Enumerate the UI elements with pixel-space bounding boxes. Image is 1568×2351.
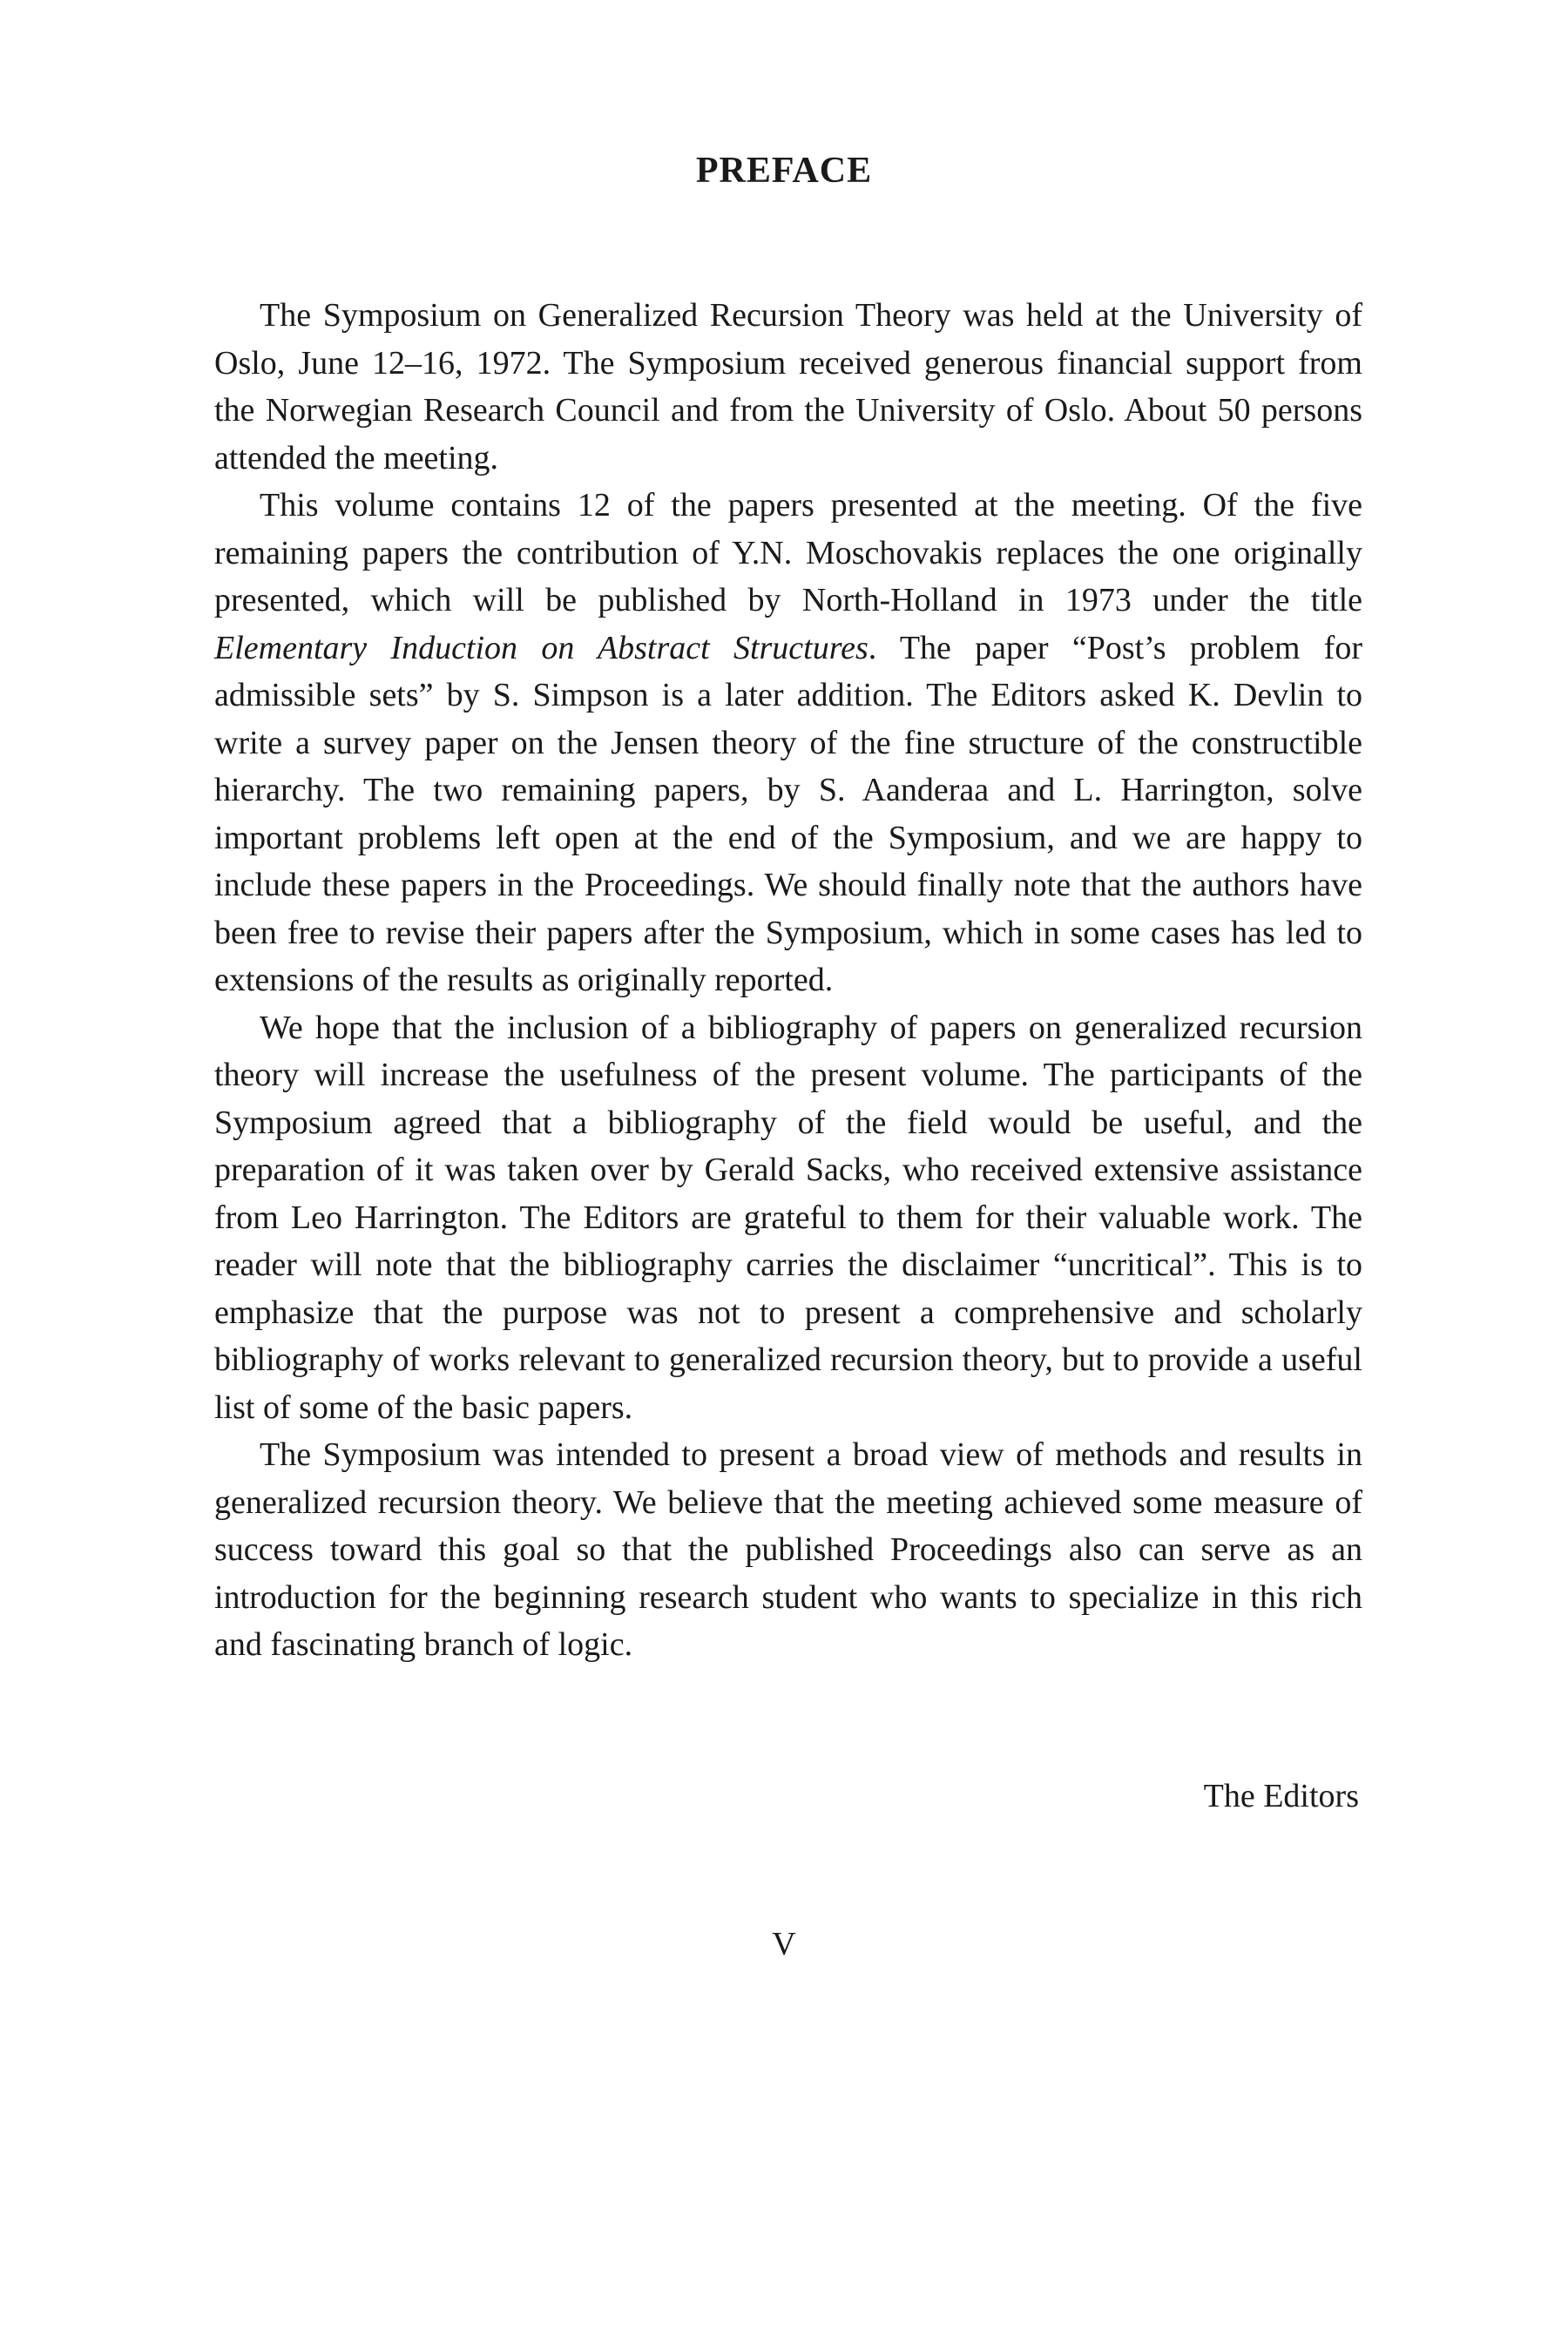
page-title: PREFACE bbox=[695, 151, 873, 191]
paragraph-2-text-end: . The paper “Post’s problem for admissible sets” by S. Simpson is a later addition. The Editors asked K. Devlin to write a survey paper on the Jensen theory of the fine structure of the constructible hierarchy. The two remaining papers, by S. Aanderaa and L. Harrington, solve important problems left open at the end of the Symposium, and we are happy to include these papers in the Proceedings. We should finally note that the authors have been free to revise their papers after the Symposium, which in some cases has led to extensions of the results as originally reported. bbox=[214, 629, 1362, 998]
paragraph-2 bbox=[214, 482, 1362, 1004]
paragraph-1: The Symposium on Generalized Recursion Theory was held at the University of Oslo, June 12–16, 1972. The Symposium received generous financial support from the Norwegian Research Council and from the University of Oslo. About 50 persons attended the meeting. bbox=[214, 297, 1362, 476]
paragraph-4: The Symposium was intended to present a broad view of methods and results in generalized recursion theory. We believe that the meeting achieved some measure of success toward this goal so that the published Proceedings also can serve as an introduction for the beginning research student who wants to specialize in this rich and fascinating branch of logic. bbox=[214, 1436, 1362, 1663]
book-title-italic: Elementary Induction on Abstract Structures bbox=[214, 629, 868, 666]
signature: The Editors bbox=[1203, 1778, 1359, 1814]
paragraph-2-text-start: This volume contains 12 of the papers presented at the meeting. Of the five remaining papers the contribution of Y.N. Moschovakis replaces the one originally presented, which will be published by North-Holland in 1973 under the title bbox=[214, 487, 1362, 618]
preface-body bbox=[214, 292, 1362, 1669]
page-number: V bbox=[772, 1926, 796, 1963]
paragraph-3: We hope that the inclusion of a bibliography of papers on generalized recursion theory will increase the usefulness of the present volume. The participants of the Symposium agreed that a bibliography of the field would be useful, and the preparation of it was taken over by Gerald Sacks, who received extensive assistance from Leo Harrington. The Editors are grateful to them for their valuable work. The reader will note that the bibliography carries the disclaimer “uncritical”. This is to emphasize that the purpose was not to present a comprehensive and scholarly bibliography of works relevant to generalized recursion theory, but to provide a useful list of some of the basic papers. bbox=[214, 1009, 1362, 1426]
